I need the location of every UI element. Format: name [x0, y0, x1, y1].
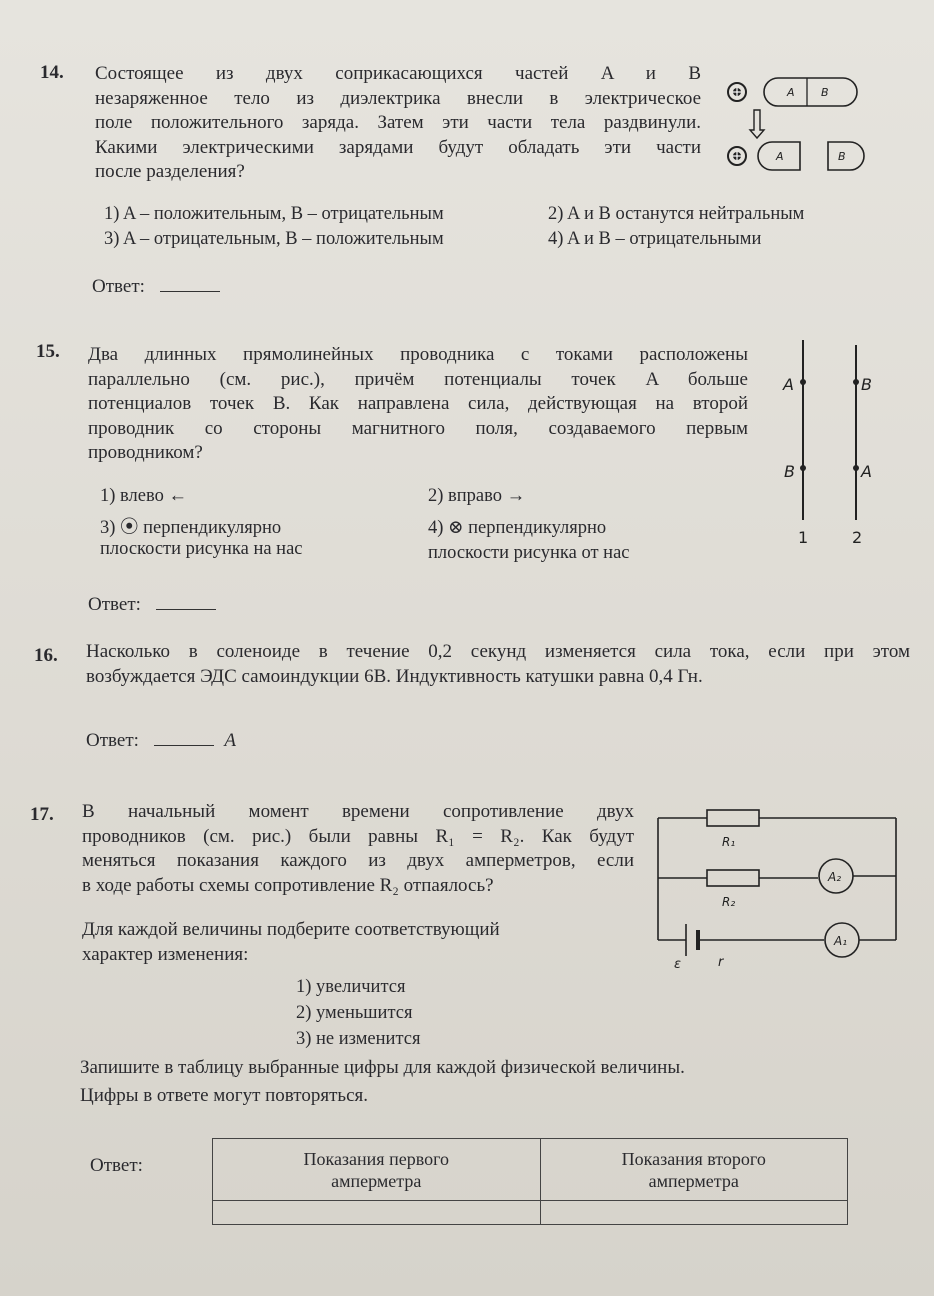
text-line: Состоящее из двух соприкасающихся частей A и B	[95, 63, 701, 84]
wire-1-label: 1	[798, 528, 809, 547]
answer-blank[interactable]	[154, 727, 214, 746]
text-line: после разделения?	[95, 161, 245, 182]
table-header-2: Показания второго амперметра	[540, 1139, 847, 1201]
q15-option-4-cont: плоскости рисунка от нас	[428, 543, 630, 563]
w2-top-label: B	[861, 375, 872, 394]
answer-blank[interactable]	[156, 591, 216, 610]
q14-option-1: 1) A – положительным, B – отрицательным	[104, 204, 444, 224]
question-16-text	[86, 640, 910, 689]
part-a-label: A	[787, 86, 795, 99]
question-17-number: 17.	[30, 804, 54, 825]
text-line: проводник со стороны магнитного поля, создаваемого первым	[88, 417, 748, 439]
text-line: Какими электрическими зарядами будут обладать эти части	[95, 136, 701, 158]
text-line: Для каждой величины подберите соответствующий	[82, 919, 500, 940]
text-line: Цифры в ответе могут повторяться.	[80, 1084, 368, 1106]
choice-item: 3) не изменится	[296, 1029, 421, 1049]
answer-unit: A	[224, 730, 237, 751]
text-line: поле положительного заряда. Затем эти части тела раздвинули.	[95, 112, 701, 133]
q14-option-3: 3) A – отрицательным, B – положительным	[104, 229, 444, 249]
question-17-text	[82, 800, 634, 898]
answer-label: Ответ:	[86, 730, 139, 751]
q15-option-3-cont: плоскости рисунка на нас	[100, 539, 303, 559]
part-b-separated	[828, 142, 864, 170]
text-line: В начальный момент времени сопротивление двух	[82, 801, 634, 822]
answer-blank[interactable]	[160, 273, 220, 292]
text-line: характер изменения:	[82, 943, 249, 965]
q17-circuit	[652, 798, 914, 978]
question-14-text	[95, 62, 701, 185]
r2-label: R₂	[722, 895, 736, 909]
part-b-label-2: B	[838, 150, 846, 163]
q15-option-1: 1) влево ←	[100, 486, 187, 506]
wire-2-label: 2	[852, 528, 863, 547]
text-line: Два длинных прямолинейных проводника с токами расположены	[88, 344, 748, 365]
q16-answer	[86, 727, 236, 752]
text-line: проводников (см. рис.) были равны R₁ = R₂. Как будут	[82, 825, 634, 847]
q15-answer	[88, 591, 216, 616]
text-line: Насколько в соленоиде в течение 0,2 секунд изменяется сила тока, если при этом	[86, 641, 910, 662]
q17-instruction	[80, 1056, 840, 1108]
w1-top-label: A	[783, 375, 794, 394]
text-line: в ходе работы схемы сопротивление R₂ отпаялось?	[82, 874, 494, 896]
part-a-label-2: A	[776, 150, 784, 163]
r1-label: R₁	[722, 835, 736, 849]
answer-cell-1[interactable]	[213, 1201, 541, 1225]
question-16-number: 16.	[34, 645, 58, 666]
q17-answer-label: Ответ:	[90, 1155, 143, 1176]
answer-cell-2[interactable]	[540, 1201, 847, 1225]
q14-answer	[92, 273, 220, 298]
q14-option-4: 4) A и B – отрицательными	[548, 229, 762, 249]
positive-charge-top	[728, 83, 746, 101]
positive-charge-bottom	[728, 147, 746, 165]
answer-label: Ответ:	[88, 594, 141, 615]
internal-r-label: r	[718, 955, 724, 970]
q17-choices	[296, 974, 420, 1052]
text-line: потенциалов точек B. Как направлена сила, действующая на второй	[88, 393, 748, 414]
choice-item: 1) увеличится	[296, 977, 406, 997]
a1-label: A₁	[834, 934, 848, 948]
text-line: незаряженное тело из диэлектрика внесли в электрическое	[95, 87, 701, 109]
text-line: проводником?	[88, 442, 203, 463]
text-line: параллельно (см. рис.), причём потенциалы точек A больше	[88, 368, 748, 390]
text-line: возбуждается ЭДС самоиндукции 6В. Индуктивность катушки равна 0,4 Гн.	[86, 665, 703, 687]
w1-bottom-label: B	[784, 462, 795, 481]
q17-answer-table	[212, 1138, 848, 1225]
a2-label: A₂	[828, 870, 842, 884]
resistor-r1	[707, 810, 759, 826]
down-arrow-icon	[750, 110, 764, 138]
text-line: Запишите в таблицу выбранные цифры для каждой физической величины.	[80, 1057, 685, 1078]
q15-figure	[770, 335, 890, 555]
choice-item: 2) уменьшится	[296, 1003, 413, 1023]
emf-label: ε	[674, 957, 682, 972]
text-line: меняться показания каждого из двух амперметров, если	[82, 850, 634, 871]
table-header-1: Показания первого амперметра	[213, 1139, 541, 1201]
q15-option-4: 4) ⊗ перпендикулярно	[428, 518, 607, 538]
question-14-number: 14.	[40, 62, 64, 83]
question-17-text-2	[82, 918, 602, 967]
part-b-label: B	[821, 86, 829, 99]
q14-figure	[720, 70, 880, 180]
question-15-text	[88, 343, 748, 466]
question-15-number: 15.	[36, 341, 60, 362]
q15-option-3: 3) ⦿ перпендикулярно	[100, 518, 282, 538]
q14-option-2: 2) A и B останутся нейтральным	[548, 204, 805, 224]
body-ab-joined	[764, 78, 857, 106]
q15-option-2: 2) вправо →	[428, 486, 526, 506]
answer-label: Ответ:	[92, 276, 145, 297]
resistor-r2	[707, 870, 759, 886]
w2-bottom-label: A	[861, 462, 872, 481]
